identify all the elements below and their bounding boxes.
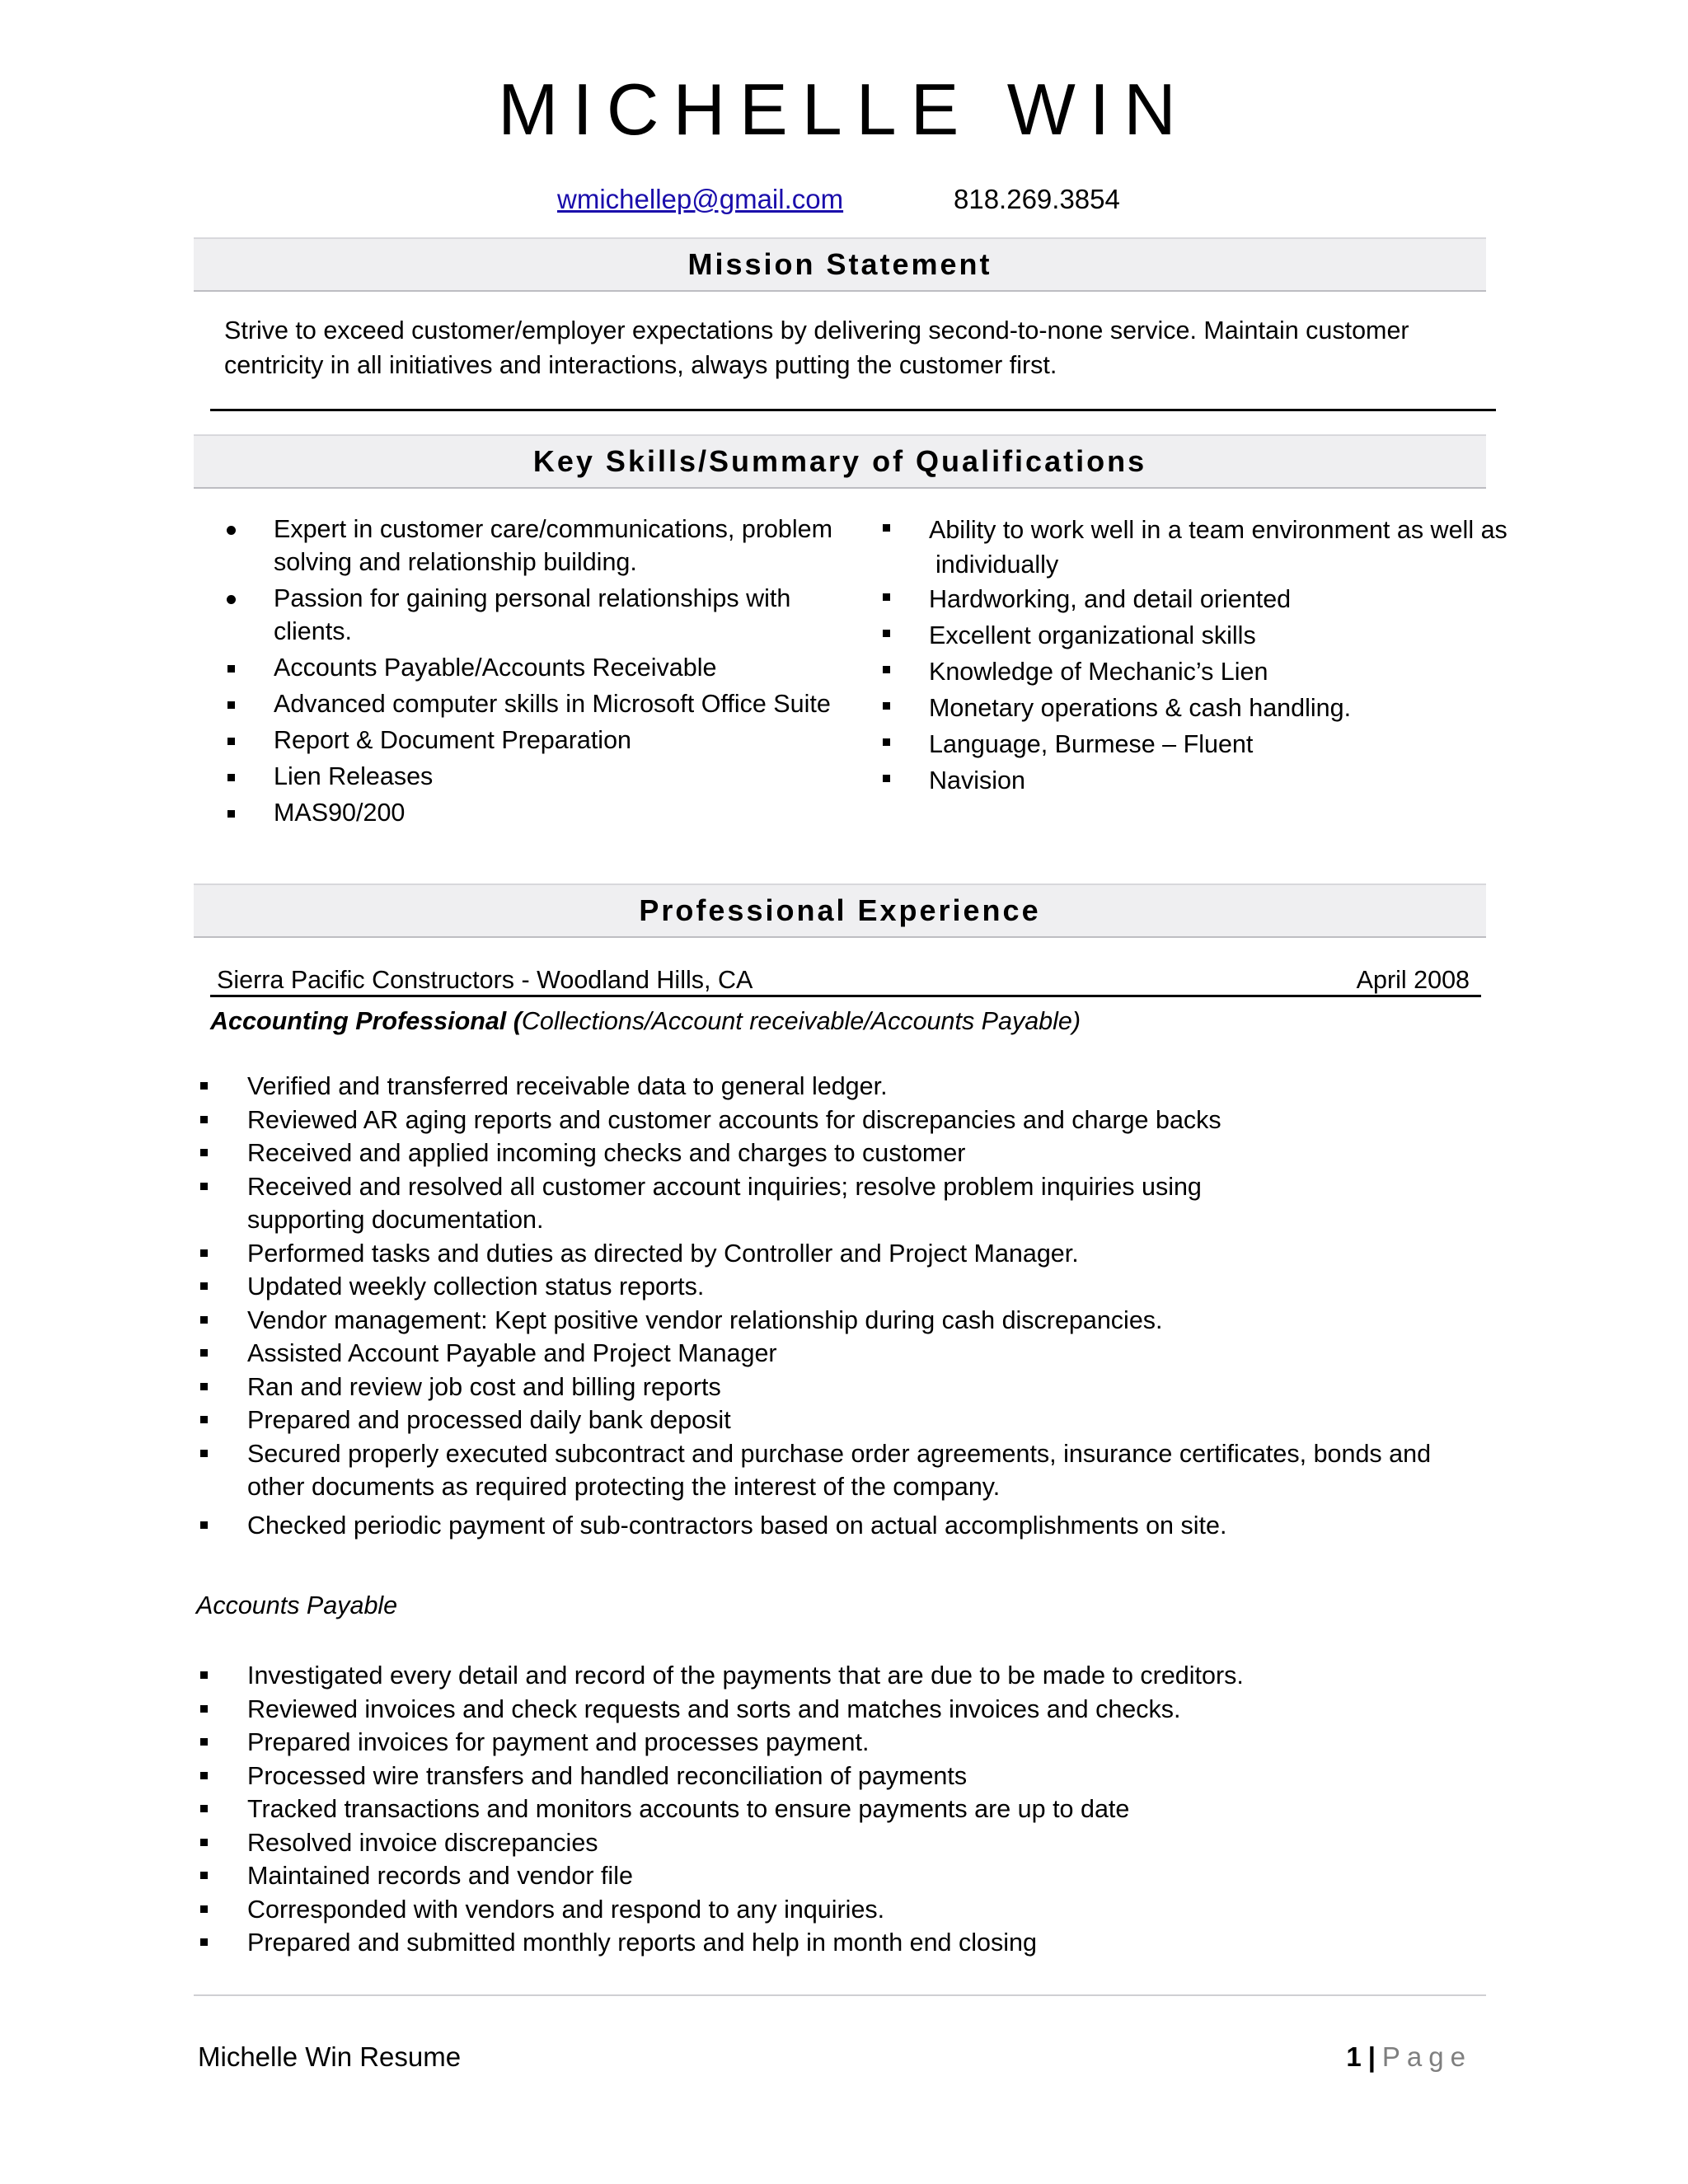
list-item: Passion for gaining personal relationships with clients.	[224, 582, 867, 648]
list-item: Prepared and processed daily bank deposit	[196, 1404, 1482, 1437]
list-item: Report & Document Preparation	[224, 724, 867, 760]
list-item: MAS90/200	[224, 796, 867, 832]
list-item: Reviewed invoices and check requests and sorts and matches invoices and checks.	[196, 1693, 1482, 1727]
bullet-square-icon	[200, 1872, 208, 1879]
list-item: Received and applied incoming checks and charges to customer	[196, 1137, 1482, 1170]
job-title: Accounting Professional (Collections/Account receivable/Accounts Payable)	[210, 1007, 1081, 1035]
bullet-square-icon	[200, 1772, 208, 1779]
list-item: Ran and review job cost and billing reports	[196, 1371, 1482, 1404]
bullet-square-icon	[200, 1671, 208, 1679]
bullet-square-icon	[883, 738, 890, 746]
employer-line	[217, 963, 1470, 997]
bullet-square-icon	[883, 666, 890, 673]
bullet-square-icon	[200, 1805, 208, 1812]
subsection-heading-accounts-payable: Accounts Payable	[196, 1591, 398, 1619]
list-item: Resolved invoice discrepancies	[196, 1826, 1482, 1860]
page-number: 1 | Page	[1346, 2041, 1472, 2072]
list-item: Verified and transferred receivable data to general ledger.	[196, 1070, 1482, 1104]
employer-underline	[210, 995, 1481, 997]
list-item: Hardworking, and detail oriented	[879, 582, 1539, 618]
skills-list-right	[879, 513, 1539, 799]
section-heading-experience: Professional Experience	[194, 883, 1486, 938]
contact-line	[0, 180, 1688, 219]
phone-number: 818.269.3854	[954, 184, 1120, 214]
duties-list	[196, 1070, 1482, 1542]
list-item: Navision	[879, 763, 1539, 799]
bullet-square-icon	[883, 593, 890, 601]
bullet-square-icon	[227, 738, 235, 745]
section-heading-mission: Mission Statement	[194, 237, 1486, 292]
list-item: Vendor management: Kept positive vendor relationship during cash discrepancies.	[196, 1304, 1482, 1338]
bullet-square-icon	[200, 1316, 208, 1324]
list-item: Assisted Account Payable and Project Manager	[196, 1337, 1482, 1371]
bullet-square-icon	[883, 775, 890, 782]
footer-title: Michelle Win Resume	[198, 2041, 462, 2072]
bullet-square-icon	[200, 1383, 208, 1390]
list-item: Processed wire transfers and handled reconciliation of payments	[196, 1760, 1482, 1793]
bullet-square-icon	[200, 1839, 208, 1846]
list-item: Tracked transactions and monitors accounts to ensure payments are up to date	[196, 1793, 1482, 1826]
section-divider	[210, 409, 1496, 411]
bullet-square-icon	[883, 524, 890, 532]
bullet-square-icon	[200, 1416, 208, 1423]
list-item: Maintained records and vendor file	[196, 1859, 1482, 1893]
bullet-square-icon	[200, 1349, 208, 1357]
bullet-square-icon	[200, 1905, 208, 1913]
list-item: Performed tasks and duties as directed by Controller and Project Manager.	[196, 1237, 1482, 1271]
list-item: Checked periodic payment of sub-contractors based on actual accomplishments on site.	[196, 1509, 1482, 1543]
list-item: Lien Releases	[224, 760, 867, 796]
bullet-square-icon	[200, 1116, 208, 1123]
bullet-square-icon	[227, 665, 235, 673]
bullet-dot-icon	[227, 595, 236, 604]
list-item: Language, Burmese – Fluent	[879, 727, 1539, 763]
bullet-square-icon	[227, 774, 235, 781]
list-item: Updated weekly collection status reports.	[196, 1270, 1482, 1304]
section-heading-skills: Key Skills/Summary of Qualifications	[194, 434, 1486, 489]
footer-divider	[194, 1994, 1486, 1996]
employer-name: Sierra Pacific Constructors - Woodland Hills, CA	[217, 966, 753, 994]
bullet-square-icon	[200, 1183, 208, 1190]
list-item: Prepared invoices for payment and processes payment.	[196, 1726, 1482, 1760]
bullet-dot-icon	[227, 526, 236, 535]
bullet-square-icon	[883, 630, 890, 637]
bullet-square-icon	[200, 1082, 208, 1090]
mission-text: Strive to exceed customer/employer expectations by delivering second-to-none service. Maintain customer centricity in all initiatives and interactions, always putting the customer first.	[224, 316, 1409, 379]
list-item: Reviewed AR aging reports and customer accounts for discrepancies and charge backs	[196, 1104, 1482, 1137]
list-item: Prepared and submitted monthly reports and help in month end closing	[196, 1926, 1482, 1960]
skills-list-left	[224, 513, 867, 832]
list-item: Expert in customer care/communications, problem solving and relationship building.	[224, 513, 867, 579]
bullet-square-icon	[200, 1738, 208, 1746]
bullet-square-icon	[200, 1249, 208, 1257]
list-item: Accounts Payable/Accounts Receivable	[224, 651, 867, 687]
bullet-square-icon	[227, 810, 235, 818]
list-item: Advanced computer skills in Microsoft Office Suite	[224, 687, 867, 724]
list-item: Secured properly executed subcontract and purchase order agreements, insurance certificates, bonds and other documents as required protecting the interest of the company.	[196, 1437, 1482, 1504]
accounts-payable-list	[196, 1659, 1482, 1960]
bullet-square-icon	[200, 1705, 208, 1713]
bullet-square-icon	[200, 1450, 208, 1457]
bullet-square-icon	[200, 1938, 208, 1946]
list-item: Excellent organizational skills	[879, 618, 1539, 654]
candidate-name: MICHELLE WIN	[498, 68, 1190, 150]
list-item: Investigated every detail and record of the payments that are due to be made to creditors.	[196, 1659, 1482, 1693]
bullet-square-icon	[883, 702, 890, 710]
employment-date: April 2008	[1356, 966, 1470, 994]
bullet-square-icon	[200, 1521, 208, 1529]
list-item: Monetary operations & cash handling.	[879, 691, 1539, 727]
email-link[interactable]: wmichellep@gmail.com	[557, 184, 844, 214]
list-item: Received and resolved all customer account inquiries; resolve problem inquiries using supporting documentation.	[196, 1170, 1482, 1237]
list-item: Corresponded with vendors and respond to any inquiries.	[196, 1893, 1482, 1927]
list-item: Knowledge of Mechanic’s Lien	[879, 654, 1539, 691]
bullet-square-icon	[200, 1149, 208, 1156]
bullet-square-icon	[227, 701, 235, 709]
list-item: Ability to work well in a team environment as well as individually	[879, 513, 1539, 582]
bullet-square-icon	[200, 1282, 208, 1290]
